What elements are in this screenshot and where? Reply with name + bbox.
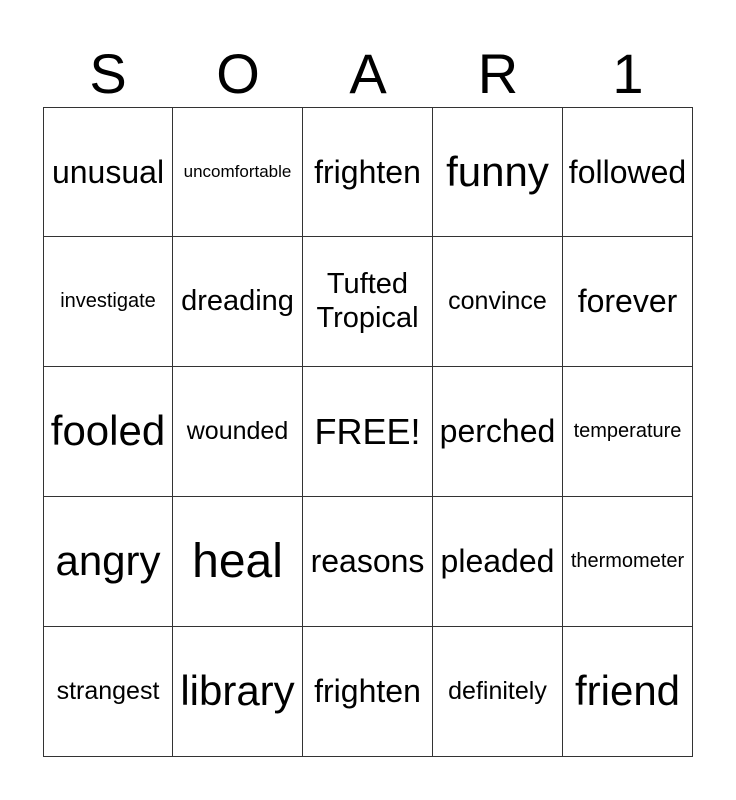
bingo-cell-r2-c4[interactable]	[433, 237, 563, 367]
bingo-board	[43, 107, 693, 757]
bingo-cell-r2-c3[interactable]	[303, 237, 433, 367]
bingo-cell-label: Tufted Tropical	[316, 268, 419, 334]
bingo-cell-label: investigate	[60, 290, 156, 312]
bingo-cell-label: angry	[55, 537, 161, 585]
bingo-cell-r3-c2[interactable]	[173, 367, 303, 497]
bingo-cell-label: uncomfortable	[183, 162, 292, 182]
bingo-cell-r4-c5[interactable]	[563, 497, 693, 627]
bingo-cell-label: fooled	[50, 407, 166, 455]
header-letter-1: 1	[612, 42, 644, 105]
bingo-cell-r5-c2[interactable]	[173, 627, 303, 757]
bingo-cell-r1-c4[interactable]	[433, 107, 563, 237]
bingo-cell-r4-c4[interactable]	[433, 497, 563, 627]
bingo-cell-label: library	[180, 667, 295, 715]
bingo-cell-r5-c5[interactable]	[563, 627, 693, 757]
bingo-cell-label: funny	[446, 147, 549, 195]
bingo-cell-label: strangest	[56, 677, 160, 706]
header-letter-a: A	[349, 42, 387, 105]
bingo-cell-r3-c4[interactable]	[433, 367, 563, 497]
bingo-cell-r5-c4[interactable]	[433, 627, 563, 757]
bingo-cell-r1-c5[interactable]	[563, 107, 693, 237]
bingo-header	[43, 40, 693, 108]
bingo-cell-label: pleaded	[440, 543, 555, 580]
bingo-cell-r5-c1[interactable]	[43, 627, 173, 757]
bingo-cell-r1-c3[interactable]	[303, 107, 433, 237]
bingo-cell-r3-c3[interactable]	[303, 367, 433, 497]
header-letter-r: R	[477, 42, 519, 105]
bingo-cell-r1-c2[interactable]	[173, 107, 303, 237]
bingo-cell-label: thermometer	[570, 550, 685, 572]
bingo-cell-label: perched	[439, 413, 556, 450]
bingo-cell-r3-c5[interactable]	[563, 367, 693, 497]
bingo-cell-r2-c1[interactable]	[43, 237, 173, 367]
bingo-cell-label: frighten	[314, 153, 421, 190]
bingo-cell-label: frighten	[314, 673, 421, 710]
header-letter-o: O	[216, 42, 260, 105]
bingo-cell-label: forever	[577, 283, 678, 320]
bingo-cell-r4-c1[interactable]	[43, 497, 173, 627]
bingo-cell-r4-c2[interactable]	[173, 497, 303, 627]
bingo-cell-r5-c3[interactable]	[303, 627, 433, 757]
bingo-cell-label: reasons	[310, 543, 425, 580]
bingo-cell-label: unusual	[51, 153, 165, 190]
bingo-cell-label: friend	[574, 667, 681, 715]
bingo-cell-label: definitely	[448, 677, 547, 706]
bingo-cell-label: convince	[448, 287, 547, 316]
bingo-cell-label: FREE!	[314, 410, 421, 452]
bingo-cell-r2-c5[interactable]	[563, 237, 693, 367]
bingo-cell-label: wounded	[186, 417, 289, 446]
bingo-cell-label: followed	[568, 153, 687, 190]
bingo-cell-label: temperature	[573, 420, 682, 442]
bingo-cell-r1-c1[interactable]	[43, 107, 173, 237]
bingo-cell-r4-c3[interactable]	[303, 497, 433, 627]
bingo-cell-r3-c1[interactable]	[43, 367, 173, 497]
bingo-cell-label: heal	[192, 534, 283, 588]
bingo-cell-r2-c2[interactable]	[173, 237, 303, 367]
bingo-cell-label: dreading	[181, 284, 294, 317]
header-letter-s: S	[89, 42, 127, 105]
